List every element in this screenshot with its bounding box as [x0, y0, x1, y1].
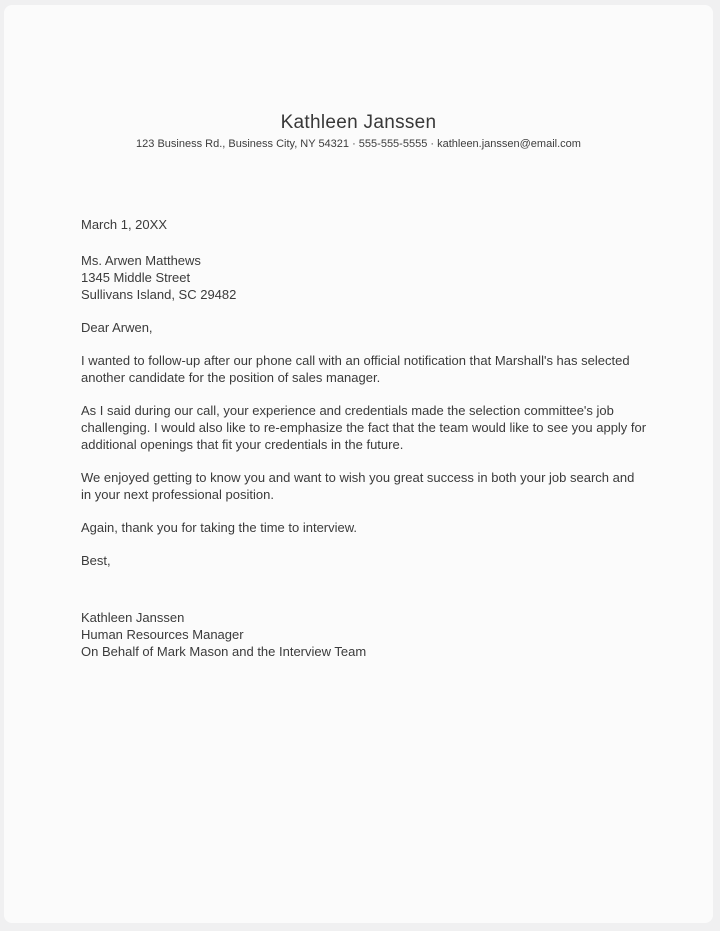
date-line: March 1, 20XX [81, 217, 167, 232]
salutation: Dear Arwen, [81, 320, 153, 335]
body-paragraph: Again, thank you for taking the time to interview. [81, 520, 358, 535]
recipient-address [81, 252, 647, 303]
address-line: Ms. Arwen Matthews [81, 253, 201, 268]
body-paragraph: I wanted to follow-up after our phone call with an official notification that Marshall's has selected another candidate for the position of sales manager. [81, 353, 630, 385]
closing: Best, [81, 553, 111, 568]
body-paragraph: As I said during our call, your experience and credentials made the selection committee's job challenging. I would also like to re-emphasize the fact that the team would like to see you apply for additional openings that fit your credentials in the future. [81, 403, 647, 452]
sender-name: Kathleen Janssen [280, 112, 437, 133]
address-line: 1345 Middle Street [81, 270, 191, 285]
signature-block [81, 609, 647, 660]
letter-body [81, 216, 647, 660]
signature-line: Human Resources Manager [81, 627, 244, 642]
body-paragraph: We enjoyed getting to know you and want to wish you great success in both your job search and in your next professional position. [81, 470, 635, 502]
letter-page [4, 5, 713, 923]
address-line: Sullivans Island, SC 29482 [81, 287, 237, 302]
sender-contact: 123 Business Rd., Business City, NY 54321 · 555-555-5555 · kathleen.janssen@email.com [136, 138, 581, 150]
signature-line: On Behalf of Mark Mason and the Interview Team [81, 644, 367, 659]
signature-line: Kathleen Janssen [81, 610, 185, 625]
letterhead [4, 5, 713, 151]
